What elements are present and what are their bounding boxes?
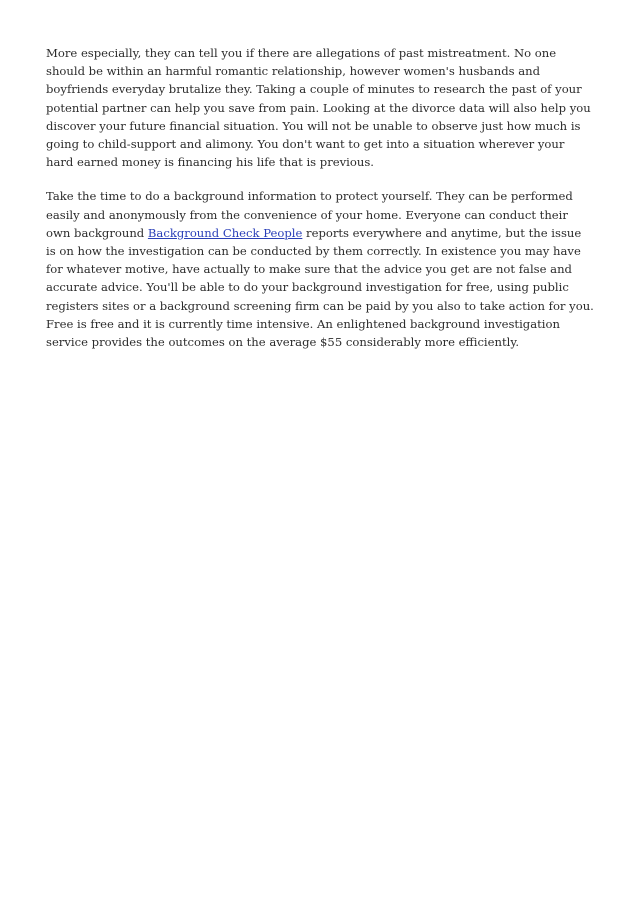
background-check-people-link[interactable]: Background Check People	[147, 225, 303, 240]
paragraph-2-text-before-link: Take the time to do a background information to protect yourself. They can be performed easily and anonymously from the convenience of your home. Everyone can conduct their own background	[46, 189, 573, 240]
paragraph-2-text-after-link: reports everywhere and anytime, but the issue is on how the investigation can be conducted by them correctly. In existence you may have for whatever motive, have actually to make sure that the advice you get are not false and accurate advice. You'll be able to do your background investigation for free, using public registers sites or a background screening firm can be paid by you also to take action for you. Free is free and it is currently time intensive. An enlightened background investigation service provides the outcomes on the average $55 considerably more efficiently.	[46, 225, 594, 350]
paragraph-2	[46, 187, 594, 351]
paragraph-1: More especially, they can tell you if there are allegations of past mistreatment. No one should be within an harmful romantic relationship, however women's husbands and boyfriends everyday brutalize they. Taking a couple of minutes to research the past of your potential partner can help you save from pain. Looking at the divorce data will also help you discover your future financial situation. You will not be unable to observe just how much is going to child-support and alimony. You don't want to get into a situation wherever your hard earned money is financing his life that is previous.	[46, 46, 591, 170]
document-body	[46, 44, 594, 367]
